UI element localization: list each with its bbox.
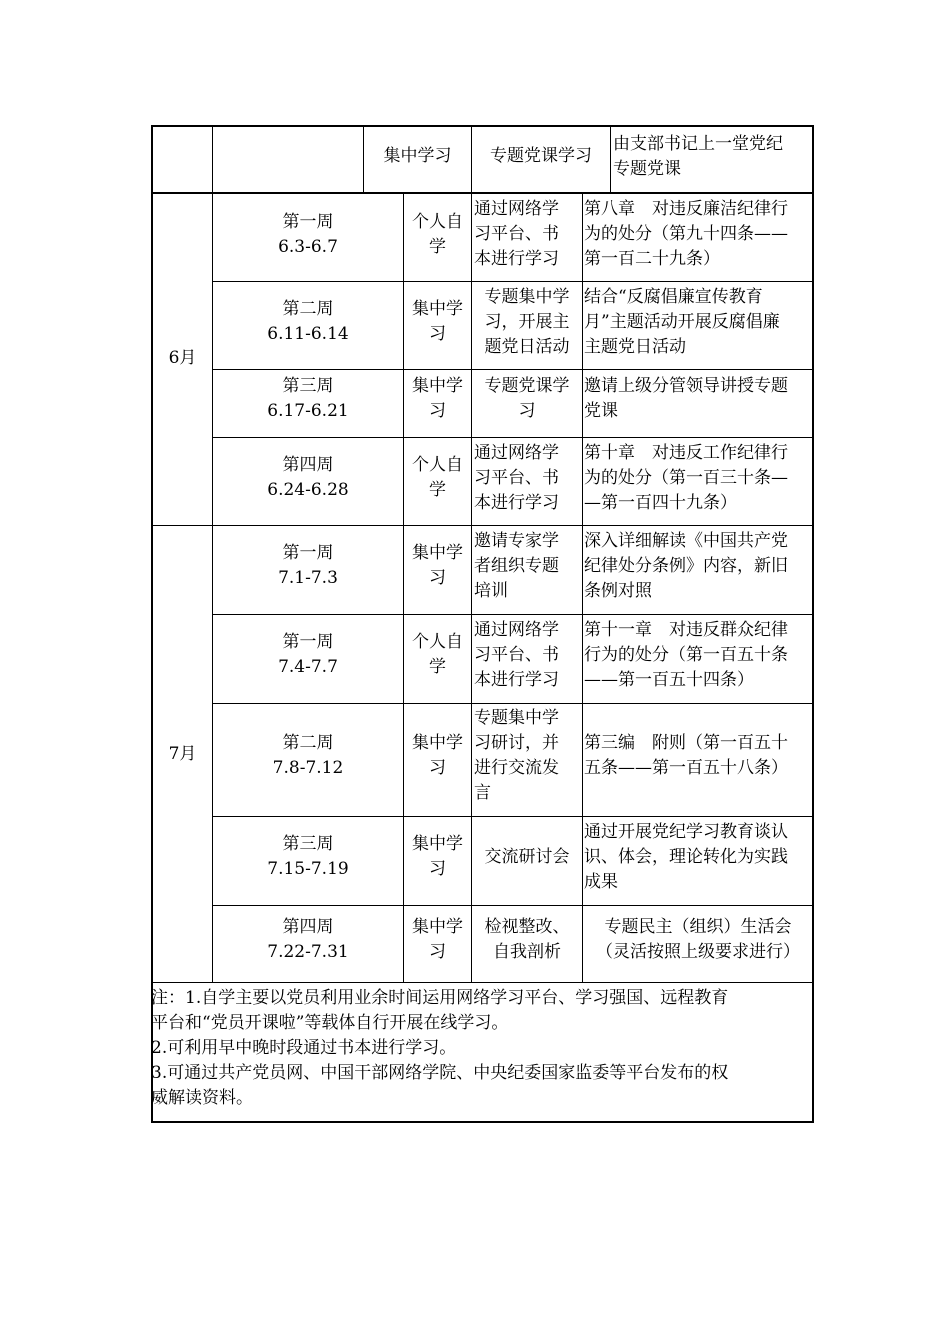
table-border-bottom bbox=[151, 1121, 814, 1123]
table-border-top bbox=[151, 125, 814, 127]
hline-june-1 bbox=[212, 281, 814, 282]
method-cell: 通过网络学 习平台、书 本进行学习 bbox=[474, 443, 559, 513]
table-border-right bbox=[812, 125, 814, 1123]
week-cell: 第一周 7.4-7.7 bbox=[278, 632, 338, 677]
hline-june-july bbox=[151, 525, 814, 526]
form-cell: 集中学 习 bbox=[412, 733, 463, 778]
form-cell: 集中学 习 bbox=[412, 299, 463, 344]
table-border-left bbox=[151, 125, 153, 1123]
content-cell: 专题民主（组织）生活会 （灵活按照上级要求进行） bbox=[596, 917, 800, 962]
form-cell: 集中学 习 bbox=[412, 543, 463, 588]
row0-form: 集中学习 bbox=[383, 146, 452, 166]
form-cell: 个人自 学 bbox=[412, 212, 463, 257]
form-cell: 集中学 习 bbox=[412, 376, 463, 421]
week-cell: 第二周 6.11-6.14 bbox=[267, 299, 349, 344]
form-cell: 个人自 学 bbox=[412, 455, 463, 500]
method-cell: 专题党课学 习 bbox=[484, 376, 570, 421]
method-cell: 检视整改、 自我剖析 bbox=[484, 917, 570, 962]
content-cell: 邀请上级分管领导讲授专题 党课 bbox=[584, 376, 788, 421]
week-cell: 第一周 6.3-6.7 bbox=[278, 212, 338, 257]
week-cell: 第一周 7.1-7.3 bbox=[278, 543, 338, 588]
method-cell: 通过网络学 习平台、书 本进行学习 bbox=[474, 199, 559, 269]
hline-before-notes bbox=[151, 982, 814, 983]
row0-method: 专题党课学习 bbox=[490, 146, 592, 166]
content-cell: 第十一章 对违反群众纪律 行为的处分（第一百五十条 ——第一百五十四条） bbox=[584, 620, 788, 690]
form-cell: 集中学 习 bbox=[412, 917, 463, 962]
hline-after-row0 bbox=[151, 192, 814, 194]
hline-july-4 bbox=[212, 905, 814, 906]
hline-june-3 bbox=[212, 437, 814, 438]
hline-july-3 bbox=[212, 816, 814, 817]
content-cell: 第三编 附则（第一百五十 五条——第一百五十八条） bbox=[584, 733, 788, 778]
hline-june-2 bbox=[212, 369, 814, 370]
week-cell: 第四周 6.24-6.28 bbox=[267, 455, 349, 500]
method-col-vline bbox=[582, 193, 583, 983]
content-cell: 第八章 对违反廉洁纪律行 为的处分（第九十四条—— 第一百二十九条） bbox=[584, 199, 788, 269]
method-cell: 专题集中学 习，开展主 题党日活动 bbox=[484, 287, 570, 357]
method-cell: 通过网络学 习平台、书 本进行学习 bbox=[474, 620, 559, 690]
content-cell: 第十章 对违反工作纪律行 为的处分（第一百三十条— —第一百四十九条） bbox=[584, 443, 788, 513]
month-label-july: 7月 bbox=[168, 744, 197, 764]
week-cell: 第四周 7.22-7.31 bbox=[267, 917, 349, 962]
month-label-june: 6月 bbox=[168, 348, 197, 368]
row0-content: 由支部书记上一堂党纪 专题党课 bbox=[613, 134, 783, 179]
hline-july-1 bbox=[212, 614, 814, 615]
method-cell: 邀请专家学 者组织专题 培训 bbox=[474, 531, 559, 601]
method-cell: 交流研讨会 bbox=[484, 847, 570, 867]
notes-text: 注：1.自学主要以党员利用业余时间运用网络学习平台、学习强国、远程教育 平台和“党员开课啦”等载体自行开展在线学习。 2.可利用早中晚时段通过书本进行学习。 3.可通过共产党员网、中国干部网络学院、中央纪委国家监委等平台发布的权 威解读资料。 bbox=[151, 988, 729, 1108]
content-cell: 通过开展党纪学习教育谈认 识、体会，理论转化为实践 成果 bbox=[584, 822, 788, 892]
row0-vline-1 bbox=[212, 125, 213, 193]
week-cell: 第二周 7.8-7.12 bbox=[272, 733, 344, 778]
form-cell: 集中学 习 bbox=[412, 834, 463, 879]
content-cell: 深入详细解读《中国共产党 纪律处分条例》内容，新旧 条例对照 bbox=[584, 531, 788, 601]
week-cell: 第三周 6.17-6.21 bbox=[267, 376, 349, 421]
form-cell: 个人自 学 bbox=[412, 632, 463, 677]
row0-vline-4 bbox=[610, 125, 611, 193]
content-cell: 结合“反腐倡廉宣传教育 月”主题活动开展反腐倡廉 主题党日活动 bbox=[584, 287, 780, 357]
week-cell: 第三周 7.15-7.19 bbox=[267, 834, 349, 879]
hline-july-2 bbox=[212, 703, 814, 704]
method-cell: 专题集中学 习研讨，并 进行交流发 言 bbox=[474, 708, 559, 803]
